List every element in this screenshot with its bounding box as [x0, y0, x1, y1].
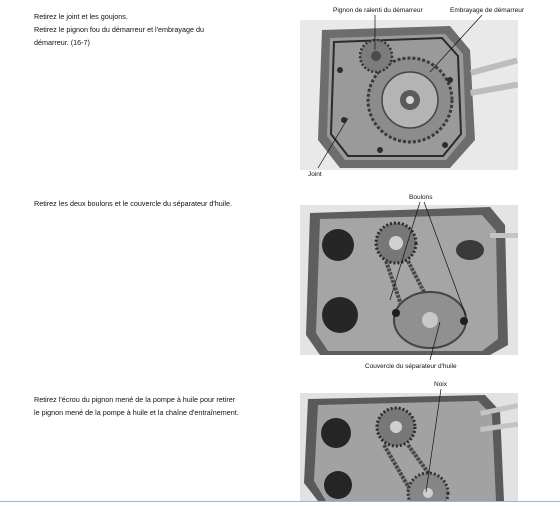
step-3-instructions: Retirez l'écrou du pignon mené de la pompe à huile pour retirer le pignon mené de la pompe à huile et la chaîne d'entraînement. — [34, 395, 239, 417]
callout-starter-idle-gear: Pignon de ralenti du démarreur — [333, 7, 423, 14]
page-bottom-rule — [0, 501, 560, 502]
step-1-instructions: Retirez le joint et les goujons. Retirez le pignon fou du démarreur et l'embrayage du démarreur. (16-7) — [34, 12, 204, 47]
callout-starter-clutch: Embrayage de démarreur — [450, 7, 525, 14]
photo-starter-clutch — [300, 20, 518, 170]
callout-nut: Noix — [434, 381, 448, 388]
callout-gasket: Joint — [308, 171, 322, 178]
photo-oil-separator — [300, 205, 518, 355]
callout-bolts: Boulons — [409, 194, 433, 201]
step-2-instructions: Retirez les deux boulons et le couvercle du séparateur d'huile. — [34, 199, 232, 208]
photo-oil-pump-sprocket — [300, 393, 518, 501]
callout-oil-separator-cover: Couvercle du séparateur d'huile — [365, 363, 457, 370]
